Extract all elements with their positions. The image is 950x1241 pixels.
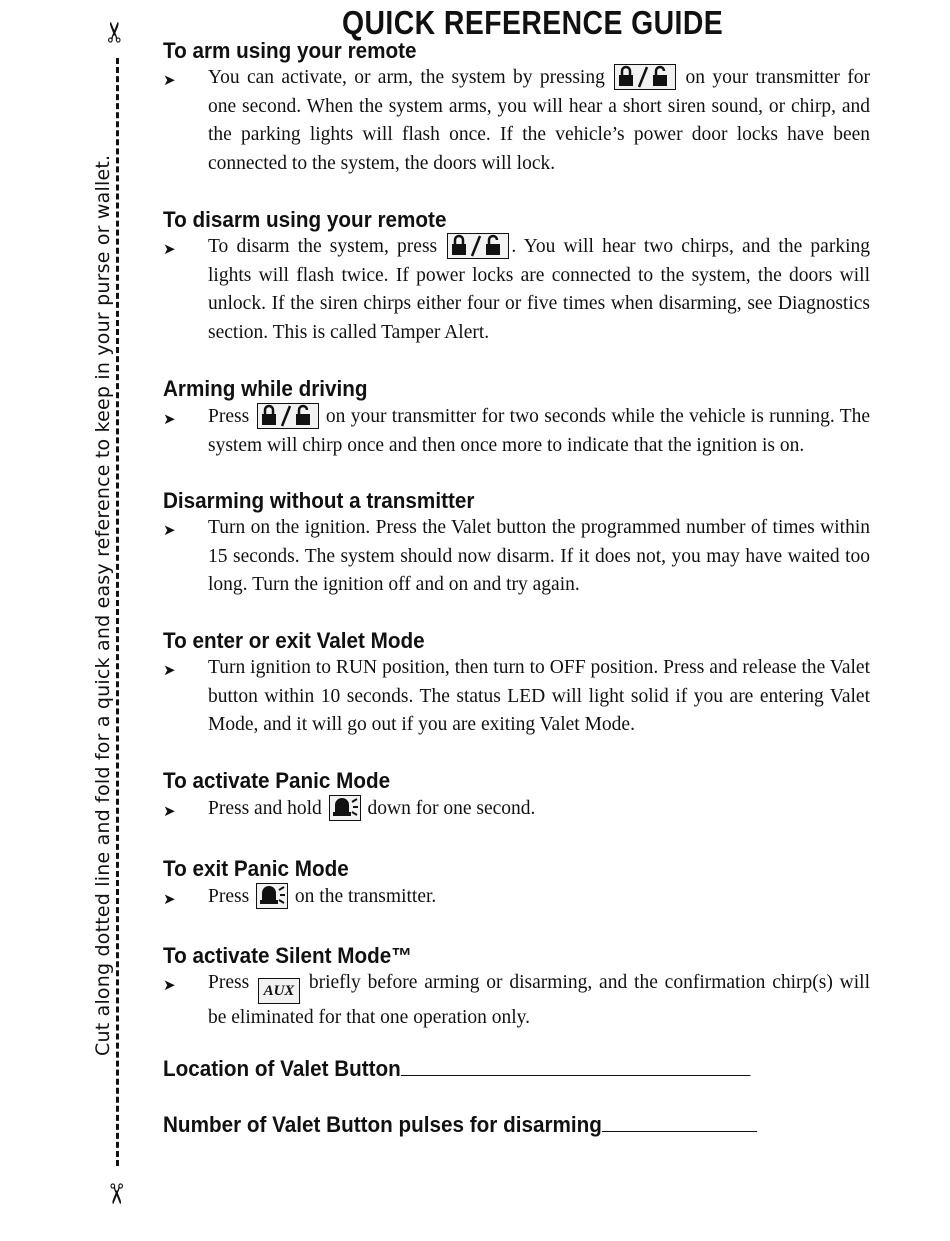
paragraph-arm-remote: You can activate, or arm, the system by pressing on your transmitter for one second. When the system arms, you will hear a short siren sound, or chirp, and the parking lights will flash once. If the vehicle’s power door locks have been connected to the system, the doors will lock. bbox=[208, 64, 870, 178]
dotted-cut-line bbox=[116, 58, 119, 1166]
bullet-arrow-icon: ➤ bbox=[163, 71, 176, 89]
heading-activate-panic: To activate Panic Mode bbox=[163, 768, 391, 793]
heading-valet-mode: To enter or exit Valet Mode bbox=[163, 628, 425, 653]
field-valet-pulses: Number of Valet Button pulses for disarming bbox=[163, 1112, 757, 1138]
paragraph-valet-mode: Turn ignition to RUN position, then turn to OFF position. Press and release the Valet button within 10 seconds. The status LED will light solid if you are entering Valet Mode, and it will go out if you are exiting Valet Mode. bbox=[208, 657, 870, 735]
paragraph-arming-driving: Press on your transmitter for two seconds while the vehicle is running. The system will chirp once and then once more to indicate that the ignition is on. bbox=[208, 403, 870, 460]
bullet-arrow-icon: ➤ bbox=[163, 521, 176, 539]
bullet-arrow-icon: ➤ bbox=[163, 661, 176, 679]
heading-arm-remote: To arm using your remote bbox=[163, 38, 417, 63]
bullet-arrow-icon: ➤ bbox=[163, 240, 176, 258]
blank-line[interactable] bbox=[401, 1074, 751, 1076]
paragraph-silent-mode: Press AUX briefly before arming or disarming, and the confirmation chirp(s) will be eliminated for that one operation only. bbox=[208, 972, 871, 1028]
lock-unlock-button-icon bbox=[447, 233, 509, 259]
bullet-arrow-icon: ➤ bbox=[163, 890, 176, 908]
bullet-arrow-icon: ➤ bbox=[163, 976, 176, 994]
paragraph-disarm-no-transmitter: Turn on the ignition. Press the Valet button the programmed number of times within 15 seconds. The system should now disarm. If it does not, you may have waited too long. Turn the ignition off and on and try again. bbox=[208, 517, 870, 595]
heading-arming-driving: Arming while driving bbox=[163, 376, 368, 401]
paragraph-disarm-remote: To disarm the system, press . You will hear two chirps, and the parking lights will flash twice. If power locks are connected to the system, the doors will unlock. If the siren chirps either four or five times when disarming, see Diagnostics section. This is called Tamper Alert. bbox=[208, 233, 870, 347]
heading-disarm-remote: To disarm using your remote bbox=[163, 207, 447, 232]
heading-disarm-no-transmitter: Disarming without a transmitter bbox=[163, 488, 475, 513]
heading-exit-panic: To exit Panic Mode bbox=[163, 856, 349, 881]
bullet-arrow-icon: ➤ bbox=[163, 802, 176, 820]
field-valet-location: Location of Valet Button bbox=[163, 1056, 751, 1082]
page-title: QUICK REFERENCE GUIDE bbox=[342, 4, 724, 41]
paragraph-activate-panic: Press and hold down for one second. bbox=[208, 795, 870, 824]
scissors-icon: ✂ bbox=[99, 1182, 133, 1206]
lock-unlock-button-icon bbox=[614, 64, 676, 90]
blank-line[interactable] bbox=[602, 1130, 757, 1132]
scissors-icon: ✂ bbox=[98, 20, 132, 44]
aux-button-icon: AUX bbox=[258, 978, 300, 1004]
bullet-arrow-icon: ➤ bbox=[163, 410, 176, 428]
heading-silent-mode: To activate Silent Mode™ bbox=[163, 943, 412, 968]
siren-button-icon bbox=[256, 883, 288, 909]
side-note: Cut along dotted line and fold for a quick and easy reference to keep in your purse or wallet. bbox=[92, 154, 114, 1056]
lock-unlock-button-icon bbox=[257, 403, 319, 429]
siren-button-icon bbox=[329, 795, 361, 821]
paragraph-exit-panic: Press on the transmitter. bbox=[208, 883, 870, 912]
